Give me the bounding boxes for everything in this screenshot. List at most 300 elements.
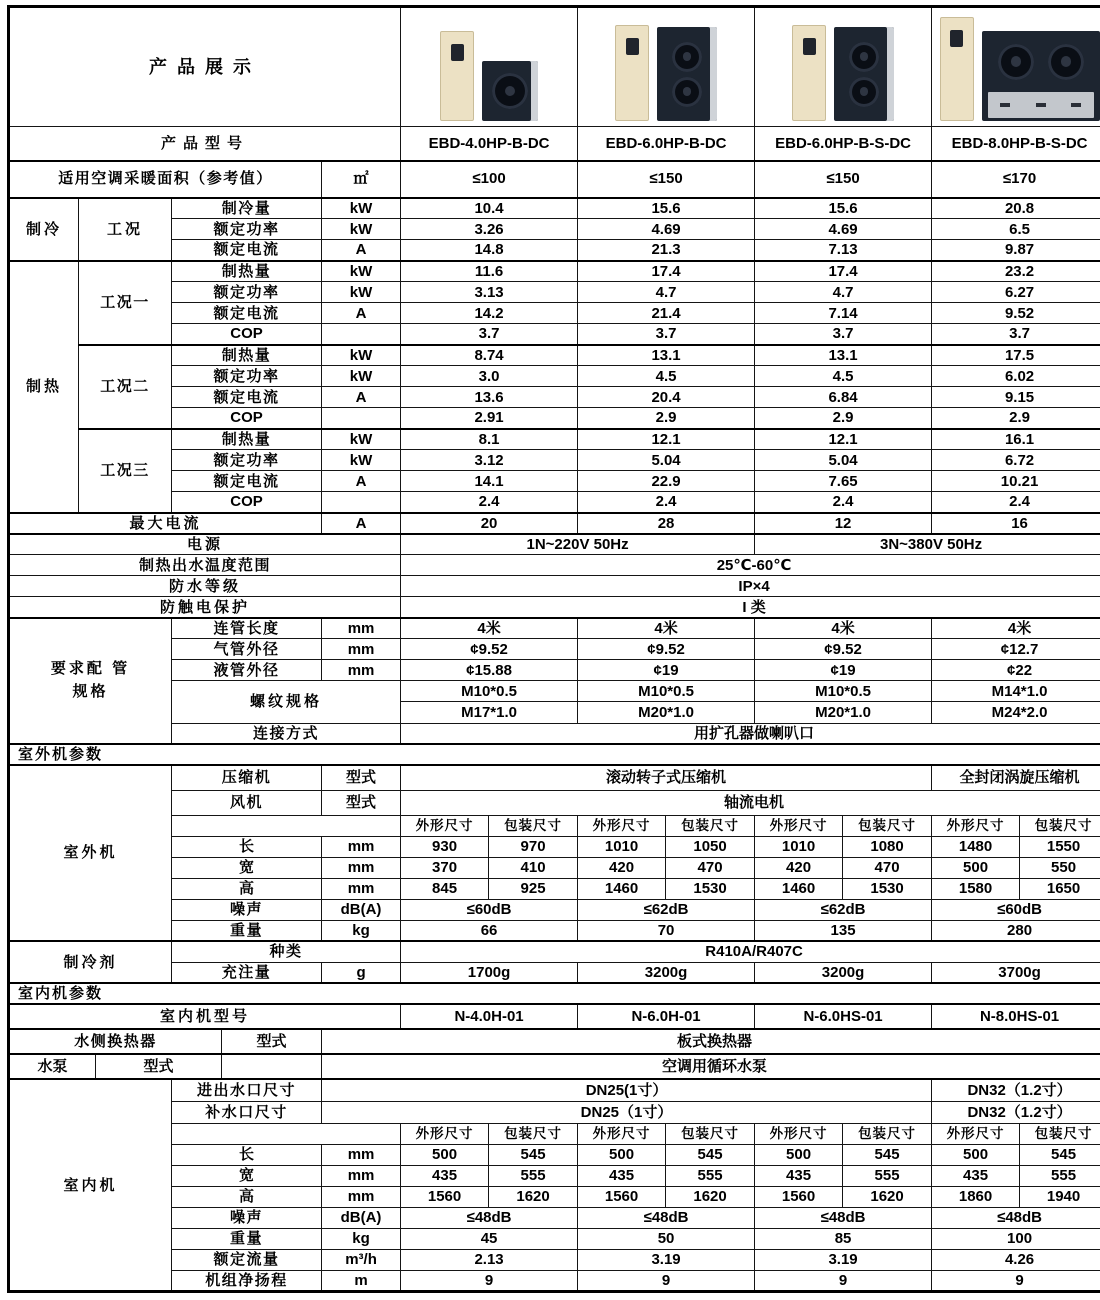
value-cell: 500 bbox=[755, 1144, 843, 1165]
value-cell: 1460 bbox=[755, 878, 843, 899]
value-cell: 1480 bbox=[932, 836, 1020, 857]
row-label: 连管长度 bbox=[172, 618, 322, 639]
model-cell: EBD-6.0HP-B-DC bbox=[578, 127, 755, 161]
value-cell: ≤60dB bbox=[401, 899, 578, 920]
value-cell: 1530 bbox=[666, 878, 755, 899]
value-cell: ≤62dB bbox=[578, 899, 755, 920]
value-cell: 14.8 bbox=[401, 240, 578, 261]
value-cell: 9.87 bbox=[932, 240, 1100, 261]
unit-cell: m bbox=[322, 1270, 401, 1291]
row-label: 充注量 bbox=[172, 962, 322, 983]
value-cell: 3200g bbox=[755, 962, 932, 983]
dim-header-cell: 外形尺寸 bbox=[578, 815, 666, 836]
dim-header-cell: 外形尺寸 bbox=[578, 1123, 666, 1144]
row-label: 制冷量 bbox=[172, 198, 322, 219]
empty-cell bbox=[222, 1054, 322, 1079]
row-label: 重量 bbox=[172, 920, 322, 941]
type-cell: 型式 bbox=[322, 765, 401, 790]
value-cell: 470 bbox=[843, 857, 932, 878]
unit-cell bbox=[322, 408, 401, 429]
value-cell: 空调用循环水泵 bbox=[322, 1054, 1100, 1079]
value-cell: ≤48dB bbox=[932, 1207, 1100, 1228]
value-cell: ¢12.7 bbox=[932, 639, 1100, 660]
value-cell: 3.0 bbox=[401, 366, 578, 387]
value-cell: ≤150 bbox=[755, 161, 932, 198]
outdoor-unit bbox=[982, 31, 1100, 121]
unit-cell: mm bbox=[322, 618, 401, 639]
row-label: 额定流量 bbox=[172, 1249, 322, 1270]
value-cell: 545 bbox=[666, 1144, 755, 1165]
value-cell: 500 bbox=[578, 1144, 666, 1165]
outdoor-unit bbox=[834, 27, 894, 121]
value-cell: 3200g bbox=[578, 962, 755, 983]
row-label: 宽 bbox=[172, 1165, 322, 1186]
value-cell: M17*1.0 bbox=[401, 702, 578, 723]
dim-header-cell: 包装尺寸 bbox=[666, 815, 755, 836]
value-cell: ≤48dB bbox=[401, 1207, 578, 1228]
value-cell: 4米 bbox=[578, 618, 755, 639]
outdoor-unit bbox=[482, 61, 538, 121]
group-label-cooling: 制冷 bbox=[9, 198, 79, 261]
value-cell: 1620 bbox=[489, 1186, 578, 1207]
value-cell: 1620 bbox=[843, 1186, 932, 1207]
value-cell: 10.21 bbox=[932, 471, 1100, 492]
unit-cell: kW bbox=[322, 198, 401, 219]
fan-icon bbox=[849, 77, 879, 107]
value-cell: 4.26 bbox=[932, 1249, 1100, 1270]
type-cell: 型式 bbox=[322, 790, 401, 815]
value-cell: IP×4 bbox=[401, 576, 1100, 597]
value-cell: 5.04 bbox=[578, 450, 755, 471]
value-cell: 1700g bbox=[401, 962, 578, 983]
value-cell: 3.19 bbox=[755, 1249, 932, 1270]
value-cell: 500 bbox=[932, 857, 1020, 878]
value-cell: 3.26 bbox=[401, 219, 578, 240]
unit-cell: A bbox=[322, 513, 401, 534]
value-cell: ¢15.88 bbox=[401, 660, 578, 681]
value-cell: 1940 bbox=[1020, 1186, 1100, 1207]
type-cell: 型式 bbox=[96, 1054, 222, 1079]
value-cell: 3.13 bbox=[401, 282, 578, 303]
product-photo-1 bbox=[401, 7, 578, 127]
value-cell: M24*2.0 bbox=[932, 702, 1100, 723]
empty-cell bbox=[172, 1123, 401, 1144]
row-label: 高 bbox=[172, 1186, 322, 1207]
unit-cell: kW bbox=[322, 345, 401, 366]
value-cell: ≤150 bbox=[578, 161, 755, 198]
water-temp-label: 制热出水温度范围 bbox=[9, 555, 401, 576]
value-cell: ≤100 bbox=[401, 161, 578, 198]
value-cell: 100 bbox=[932, 1228, 1100, 1249]
value-cell: 135 bbox=[755, 920, 932, 941]
value-cell: 8.1 bbox=[401, 429, 578, 450]
value-cell: 2.13 bbox=[401, 1249, 578, 1270]
unit-cell: ㎡ bbox=[322, 161, 401, 198]
value-cell: ≤62dB bbox=[755, 899, 932, 920]
value-cell: 1050 bbox=[666, 836, 755, 857]
value-cell: 70 bbox=[578, 920, 755, 941]
value-cell: 555 bbox=[843, 1165, 932, 1186]
fan-icon bbox=[672, 77, 702, 107]
row-label: COP bbox=[172, 408, 322, 429]
indoor-tower-unit bbox=[440, 31, 474, 121]
value-cell: DN25（1寸） bbox=[322, 1101, 932, 1123]
value-cell: 2.4 bbox=[755, 492, 932, 513]
value-cell: 420 bbox=[755, 857, 843, 878]
row-label: 补水口尺寸 bbox=[172, 1101, 322, 1123]
product-photo-3 bbox=[755, 7, 932, 127]
row-label: 长 bbox=[172, 836, 322, 857]
row-label: 额定功率 bbox=[172, 366, 322, 387]
row-label: COP bbox=[172, 324, 322, 345]
value-cell: 3.12 bbox=[401, 450, 578, 471]
value-cell: 4.7 bbox=[578, 282, 755, 303]
value-cell: 25℃-60℃ bbox=[401, 555, 1100, 576]
dim-header-cell: 外形尺寸 bbox=[932, 1123, 1020, 1144]
model-cell: N-6.0HS-01 bbox=[755, 1004, 932, 1029]
row-label: 额定电流 bbox=[172, 387, 322, 408]
value-cell: DN25(1寸） bbox=[322, 1079, 932, 1101]
dim-header-cell: 包装尺寸 bbox=[1020, 815, 1100, 836]
value-cell: 1860 bbox=[932, 1186, 1020, 1207]
model-cell: EBD-6.0HP-B-S-DC bbox=[755, 127, 932, 161]
value-cell: 4.5 bbox=[755, 366, 932, 387]
product-photo-2 bbox=[578, 7, 755, 127]
value-cell: 9 bbox=[578, 1270, 755, 1291]
value-cell: M10*0.5 bbox=[755, 681, 932, 702]
row-label: 宽 bbox=[172, 857, 322, 878]
value-cell: 14.2 bbox=[401, 303, 578, 324]
value-cell: 12.1 bbox=[578, 429, 755, 450]
max-current-label: 最大电流 bbox=[9, 513, 322, 534]
section-header-outdoor: 室外机参数 bbox=[9, 744, 1100, 765]
dim-header-cell: 外形尺寸 bbox=[401, 1123, 489, 1144]
value-cell: 1460 bbox=[578, 878, 666, 899]
type-cell: 型式 bbox=[222, 1029, 322, 1054]
value-cell: 9 bbox=[932, 1270, 1100, 1291]
value-cell: 10.4 bbox=[401, 198, 578, 219]
value-cell: 280 bbox=[932, 920, 1100, 941]
row-label: 制热量 bbox=[172, 429, 322, 450]
value-cell: 1530 bbox=[843, 878, 932, 899]
value-cell: 7.14 bbox=[755, 303, 932, 324]
value-cell: 930 bbox=[401, 836, 489, 857]
unit-cell: A bbox=[322, 471, 401, 492]
group-label-indoor-unit: 室内机 bbox=[9, 1079, 172, 1291]
value-cell: 15.6 bbox=[755, 198, 932, 219]
value-cell: 3N~380V 50Hz bbox=[755, 534, 1100, 555]
value-cell: 1560 bbox=[401, 1186, 489, 1207]
value-cell: 轴流电机 bbox=[401, 790, 1100, 815]
value-cell: 28 bbox=[578, 513, 755, 534]
controller-screen bbox=[451, 44, 464, 61]
value-cell: ¢9.52 bbox=[401, 639, 578, 660]
value-cell: 1560 bbox=[755, 1186, 843, 1207]
value-cell: 9.52 bbox=[932, 303, 1100, 324]
group-label-piping: 要求配 管 规格 bbox=[9, 618, 172, 744]
value-cell: 550 bbox=[1020, 857, 1100, 878]
value-cell: 470 bbox=[666, 857, 755, 878]
cond-label: 工况一 bbox=[79, 261, 172, 345]
outdoor-unit bbox=[657, 27, 717, 121]
indoor-tower-unit bbox=[792, 25, 826, 121]
value-cell: 435 bbox=[578, 1165, 666, 1186]
value-cell: ¢19 bbox=[578, 660, 755, 681]
value-cell: 3.7 bbox=[578, 324, 755, 345]
row-label: 进出水口尺寸 bbox=[172, 1079, 322, 1101]
value-cell: DN32（1.2寸） bbox=[932, 1101, 1100, 1123]
unit-cell: mm bbox=[322, 836, 401, 857]
value-cell: 2.9 bbox=[932, 408, 1100, 429]
row-label: 高 bbox=[172, 878, 322, 899]
unit-cell: kW bbox=[322, 450, 401, 471]
shock-protection-label: 防触电保护 bbox=[9, 597, 401, 618]
value-cell: 5.04 bbox=[755, 450, 932, 471]
value-cell: 9.15 bbox=[932, 387, 1100, 408]
value-cell: 9 bbox=[401, 1270, 578, 1291]
model-row-label: 产品型号 bbox=[9, 127, 401, 161]
value-cell: 420 bbox=[578, 857, 666, 878]
value-cell: ≤60dB bbox=[932, 899, 1100, 920]
indoor-tower-unit bbox=[940, 17, 974, 121]
value-cell: 555 bbox=[666, 1165, 755, 1186]
row-label: 机组净扬程 bbox=[172, 1270, 322, 1291]
cond-label: 工况二 bbox=[79, 345, 172, 429]
unit-base-panel bbox=[988, 92, 1094, 118]
unit-cell: m³/h bbox=[322, 1249, 401, 1270]
value-cell: R410A/R407C bbox=[401, 941, 1100, 962]
value-cell: ¢19 bbox=[755, 660, 932, 681]
value-cell: 3.19 bbox=[578, 1249, 755, 1270]
dim-header-cell: 包装尺寸 bbox=[1020, 1123, 1100, 1144]
empty-cell bbox=[172, 815, 401, 836]
value-cell: 1080 bbox=[843, 836, 932, 857]
product-spec-table bbox=[7, 5, 1100, 1293]
unit-cell bbox=[322, 492, 401, 513]
cond-label: 工况 bbox=[79, 198, 172, 261]
value-cell: 1580 bbox=[932, 878, 1020, 899]
unit-cell: kg bbox=[322, 1228, 401, 1249]
dim-header-cell: 包装尺寸 bbox=[843, 1123, 932, 1144]
unit-cell: g bbox=[322, 962, 401, 983]
value-cell: 4.5 bbox=[578, 366, 755, 387]
value-cell: 14.1 bbox=[401, 471, 578, 492]
unit-cell: mm bbox=[322, 1186, 401, 1207]
value-cell: 2.4 bbox=[401, 492, 578, 513]
value-cell: 85 bbox=[755, 1228, 932, 1249]
value-cell: 970 bbox=[489, 836, 578, 857]
fan-icon bbox=[849, 42, 879, 72]
dim-header-cell: 包装尺寸 bbox=[666, 1123, 755, 1144]
unit-cell: A bbox=[322, 303, 401, 324]
unit-cell: kW bbox=[322, 282, 401, 303]
value-cell: ≤170 bbox=[932, 161, 1100, 198]
row-label: 额定电流 bbox=[172, 303, 322, 324]
value-cell: 13.1 bbox=[755, 345, 932, 366]
group-label-heating: 制热 bbox=[9, 261, 79, 513]
row-label: 种类 bbox=[172, 941, 401, 962]
value-cell: 17.5 bbox=[932, 345, 1100, 366]
fan-icon bbox=[492, 73, 528, 109]
thread-spec-label: 螺纹规格 bbox=[172, 681, 401, 723]
value-cell: 66 bbox=[401, 920, 578, 941]
row-label: 额定功率 bbox=[172, 282, 322, 303]
value-cell: M20*1.0 bbox=[578, 702, 755, 723]
value-cell: 16.1 bbox=[932, 429, 1100, 450]
model-cell: N-6.0H-01 bbox=[578, 1004, 755, 1029]
connection-label: 连接方式 bbox=[172, 723, 401, 744]
model-cell: N-4.0H-01 bbox=[401, 1004, 578, 1029]
product-display-label: 产品展示 bbox=[9, 7, 401, 127]
value-cell: 1560 bbox=[578, 1186, 666, 1207]
indoor-model-label: 室内机型号 bbox=[9, 1004, 401, 1029]
indoor-tower-unit bbox=[615, 25, 649, 121]
water-hx-label: 水侧换热器 bbox=[9, 1029, 222, 1054]
value-cell: 1620 bbox=[666, 1186, 755, 1207]
section-header-indoor: 室内机参数 bbox=[9, 983, 1100, 1004]
unit-cell: dB(A) bbox=[322, 899, 401, 920]
row-label: 额定功率 bbox=[172, 450, 322, 471]
row-label: 气管外径 bbox=[172, 639, 322, 660]
row-label: 噪声 bbox=[172, 1207, 322, 1228]
row-label: 风机 bbox=[172, 790, 322, 815]
value-cell: 435 bbox=[401, 1165, 489, 1186]
fan-icon bbox=[1048, 44, 1084, 80]
unit-cell: kW bbox=[322, 219, 401, 240]
group-label-refrigerant: 制冷剂 bbox=[9, 941, 172, 983]
value-cell: M14*1.0 bbox=[932, 681, 1100, 702]
dim-header-cell: 外形尺寸 bbox=[755, 1123, 843, 1144]
value-cell: 7.13 bbox=[755, 240, 932, 261]
value-cell: 545 bbox=[843, 1144, 932, 1165]
value-cell: 2.9 bbox=[755, 408, 932, 429]
value-cell: 6.5 bbox=[932, 219, 1100, 240]
value-cell: 21.4 bbox=[578, 303, 755, 324]
fan-icon bbox=[672, 42, 702, 72]
group-label-outdoor-unit: 室外机 bbox=[9, 765, 172, 941]
value-cell: 20.4 bbox=[578, 387, 755, 408]
cond-label: 工况三 bbox=[79, 429, 172, 513]
model-cell: EBD-4.0HP-B-DC bbox=[401, 127, 578, 161]
value-cell: 4.7 bbox=[755, 282, 932, 303]
value-cell: 4米 bbox=[932, 618, 1100, 639]
unit-cell: mm bbox=[322, 1144, 401, 1165]
pump-label: 水泵 bbox=[9, 1054, 96, 1079]
value-cell: 2.4 bbox=[578, 492, 755, 513]
row-label: 额定电流 bbox=[172, 240, 322, 261]
unit-cell bbox=[322, 324, 401, 345]
value-cell: 20 bbox=[401, 513, 578, 534]
value-cell: 545 bbox=[1020, 1144, 1100, 1165]
value-cell: ≤48dB bbox=[578, 1207, 755, 1228]
unit-cell: kg bbox=[322, 920, 401, 941]
value-cell: ¢9.52 bbox=[578, 639, 755, 660]
value-cell: 全封闭涡旋压缩机 bbox=[932, 765, 1100, 790]
value-cell: 2.91 bbox=[401, 408, 578, 429]
value-cell: 21.3 bbox=[578, 240, 755, 261]
row-label: 压缩机 bbox=[172, 765, 322, 790]
value-cell: ≤48dB bbox=[755, 1207, 932, 1228]
value-cell: 16 bbox=[932, 513, 1100, 534]
unit-cell: mm bbox=[322, 878, 401, 899]
value-cell: 1N~220V 50Hz bbox=[401, 534, 755, 555]
value-cell: 370 bbox=[401, 857, 489, 878]
value-cell: 7.65 bbox=[755, 471, 932, 492]
row-label: 额定电流 bbox=[172, 471, 322, 492]
model-cell: EBD-8.0HP-B-S-DC bbox=[932, 127, 1100, 161]
value-cell: 滚动转子式压缩机 bbox=[401, 765, 932, 790]
value-cell: 410 bbox=[489, 857, 578, 878]
value-cell: 17.4 bbox=[755, 261, 932, 282]
controller-screen bbox=[626, 38, 639, 55]
row-label: 液管外径 bbox=[172, 660, 322, 681]
value-cell: 15.6 bbox=[578, 198, 755, 219]
row-label: 制热量 bbox=[172, 345, 322, 366]
value-cell: 3700g bbox=[932, 962, 1100, 983]
fan-icon bbox=[998, 44, 1034, 80]
value-cell: 4米 bbox=[755, 618, 932, 639]
value-cell: 2.4 bbox=[932, 492, 1100, 513]
dim-header-cell: 外形尺寸 bbox=[401, 815, 489, 836]
value-cell: 6.72 bbox=[932, 450, 1100, 471]
power-label: 电源 bbox=[9, 534, 401, 555]
value-cell: 13.1 bbox=[578, 345, 755, 366]
dim-header-cell: 包装尺寸 bbox=[489, 815, 578, 836]
value-cell: 3.7 bbox=[932, 324, 1100, 345]
value-cell: 1010 bbox=[755, 836, 843, 857]
value-cell: ¢22 bbox=[932, 660, 1100, 681]
value-cell: 500 bbox=[401, 1144, 489, 1165]
value-cell: 6.27 bbox=[932, 282, 1100, 303]
value-cell: 45 bbox=[401, 1228, 578, 1249]
value-cell: ¢9.52 bbox=[755, 639, 932, 660]
value-cell: 3.7 bbox=[401, 324, 578, 345]
unit-cell: kW bbox=[322, 429, 401, 450]
value-cell: 11.6 bbox=[401, 261, 578, 282]
value-cell: 12.1 bbox=[755, 429, 932, 450]
dim-header-cell: 包装尺寸 bbox=[489, 1123, 578, 1144]
waterproof-label: 防水等级 bbox=[9, 576, 401, 597]
value-cell: 545 bbox=[489, 1144, 578, 1165]
dim-header-cell: 外形尺寸 bbox=[932, 815, 1020, 836]
value-cell: 13.6 bbox=[401, 387, 578, 408]
unit-cell: mm bbox=[322, 857, 401, 878]
value-cell: 20.8 bbox=[932, 198, 1100, 219]
unit-cell: A bbox=[322, 240, 401, 261]
value-cell: 500 bbox=[932, 1144, 1020, 1165]
area-label: 适用空调采暖面积（参考值） bbox=[9, 161, 322, 198]
value-cell: 2.9 bbox=[578, 408, 755, 429]
value-cell: 1650 bbox=[1020, 878, 1100, 899]
value-cell: 9 bbox=[755, 1270, 932, 1291]
value-cell: 925 bbox=[489, 878, 578, 899]
value-cell: 435 bbox=[932, 1165, 1020, 1186]
value-cell: 1010 bbox=[578, 836, 666, 857]
unit-cell: mm bbox=[322, 639, 401, 660]
value-cell: 22.9 bbox=[578, 471, 755, 492]
value-cell: 50 bbox=[578, 1228, 755, 1249]
controller-screen bbox=[950, 30, 963, 47]
value-cell: I 类 bbox=[401, 597, 1100, 618]
value-cell: M10*0.5 bbox=[401, 681, 578, 702]
value-cell: 17.4 bbox=[578, 261, 755, 282]
value-cell: 555 bbox=[1020, 1165, 1100, 1186]
value-cell: 555 bbox=[489, 1165, 578, 1186]
row-label: 额定功率 bbox=[172, 219, 322, 240]
value-cell: 6.02 bbox=[932, 366, 1100, 387]
unit-cell: kW bbox=[322, 261, 401, 282]
row-label: 制热量 bbox=[172, 261, 322, 282]
